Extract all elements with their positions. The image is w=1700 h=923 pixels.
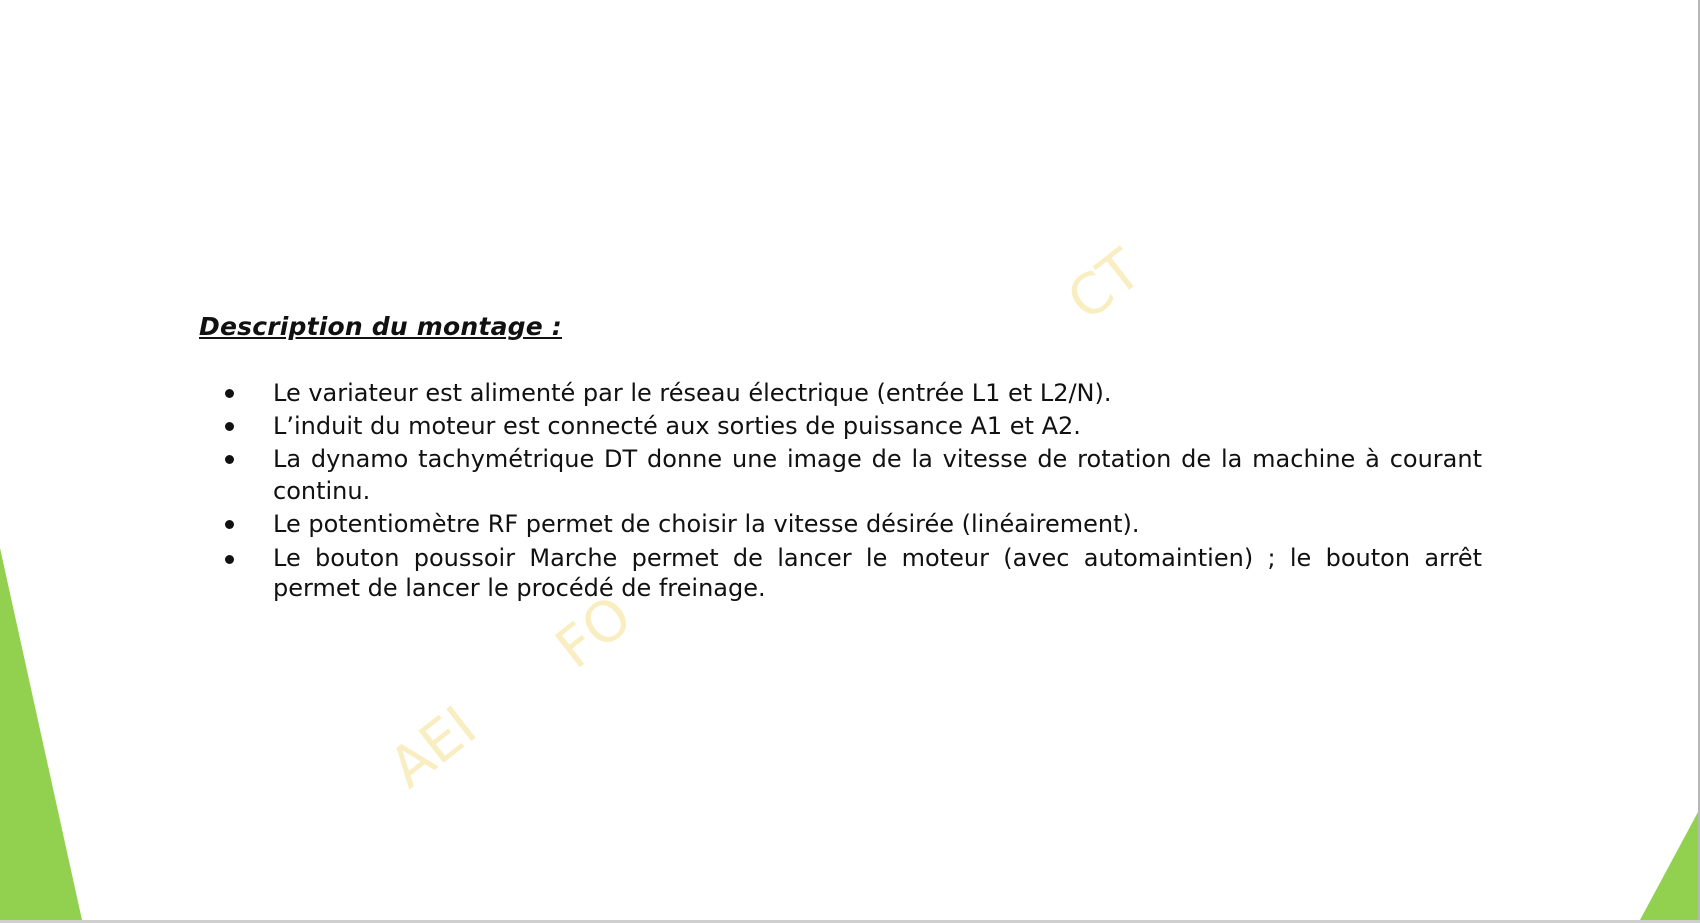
bullet-list <box>220 377 1482 604</box>
bullet-icon <box>225 520 234 529</box>
bullet-text: Le potentiomètre RF permet de choisir la vitesse désirée (linéairement). <box>273 510 1140 538</box>
bullet-item <box>220 543 1482 603</box>
bullet-item <box>220 410 1482 442</box>
left-green-triangle <box>0 548 82 920</box>
bullet-text: L’induit du moteur est connecté aux sorties de puissance A1 et A2. <box>273 412 1081 440</box>
bullet-icon <box>225 389 234 398</box>
watermark-text: AEI <box>377 694 489 801</box>
bullet-icon <box>225 555 234 564</box>
bullet-icon <box>225 455 234 464</box>
bullet-item <box>220 508 1482 540</box>
bullet-icon <box>225 422 234 431</box>
bullet-text: Le variateur est alimenté par le réseau électrique (entrée L1 et L2/N). <box>273 379 1112 407</box>
section-heading: Description du montage : <box>199 312 562 341</box>
bullet-item <box>220 443 1482 507</box>
bullet-item <box>220 377 1482 409</box>
watermark-text: FO <box>544 583 645 682</box>
watermark-text: CT <box>1055 237 1154 334</box>
bullet-text: La dynamo tachymétrique DT donne une image de la vitesse de rotation de la machine à courant continu. <box>273 445 1482 505</box>
bullet-text: Le bouton poussoir Marche permet de lancer le moteur (avec automaintien) ; le bouton arrêt permet de lancer le procédé de freinage. <box>273 544 1482 602</box>
right-green-triangle <box>1640 812 1698 920</box>
